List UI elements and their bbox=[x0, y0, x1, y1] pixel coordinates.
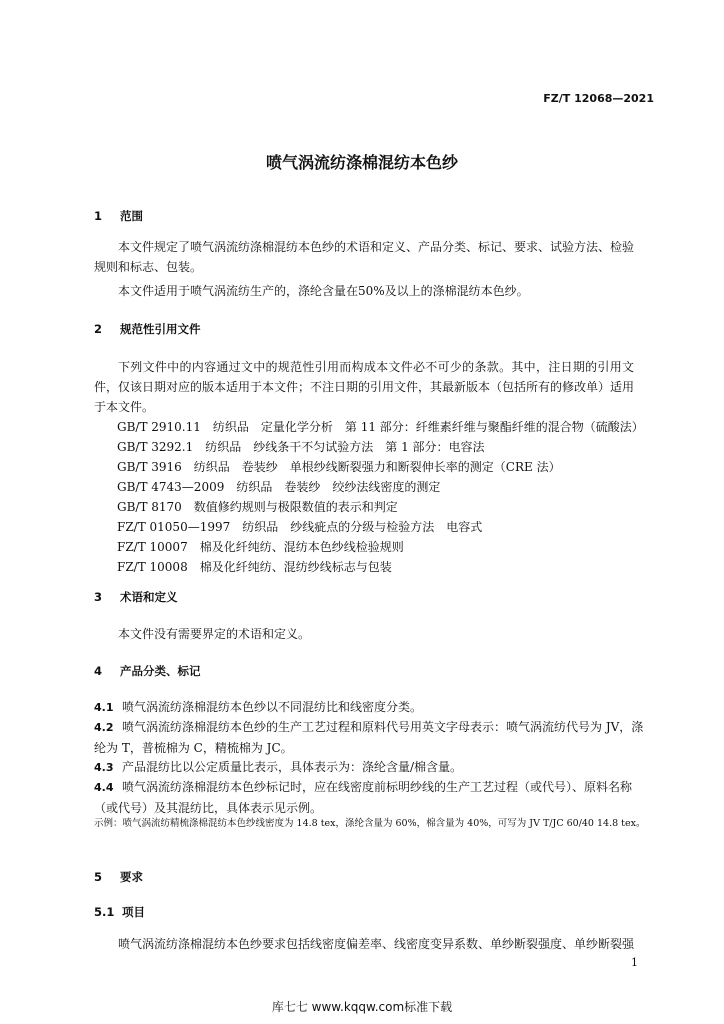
section-2-paragraph-1: 下列文件中的内容通过文中的规范性引用而构成本文件必不可少的条款。其中，注日期的引用文件，仅该日期对应的版本适用于本文件；不注日期的引用文件，其最新版本（包括所有的修改单）适用于本文件。 bbox=[94, 360, 635, 414]
reference-item: GB/T 3916 纺织品 卷装纱 单根纱线断裂强力和断裂伸长率的测定（CRE 法） bbox=[117, 460, 561, 474]
section-1-paragraph-1: 本文件规定了喷气涡流纺涤棉混纺本色纱的术语和定义、产品分类、标记、要求、试验方法、检验规则和标志、包装。 bbox=[94, 240, 635, 274]
clause-number: 4.3 bbox=[94, 761, 114, 774]
clause-4-3 bbox=[94, 757, 654, 778]
clause-5-1-heading bbox=[94, 904, 145, 920]
section-number: 2 bbox=[94, 322, 103, 336]
reference-item: FZ/T 10007 棉及化纤纯纺、混纺本色纱线检验规则 bbox=[117, 540, 404, 554]
section-title: 范围 bbox=[120, 209, 143, 223]
clause-text: 喷气涡流纺涤棉混纺本色纱标记时，应在线密度前标明纱线的生产工艺过程（或代号）、原料名称（或代号）及其混纺比，具体表示见示例。 bbox=[94, 780, 633, 815]
clause-number: 4.4 bbox=[94, 781, 114, 794]
clause-number: 4.1 bbox=[94, 701, 114, 714]
reference-item: FZ/T 01050—1997 纺织品 纱线疵点的分级与检验方法 电容式 bbox=[117, 520, 483, 534]
clause-4-4 bbox=[94, 777, 654, 818]
section-5-heading bbox=[94, 869, 143, 885]
clause-number: 4.2 bbox=[94, 721, 114, 734]
reference-item: FZ/T 10008 棉及化纤纯纺、混纺纱线标志与包装 bbox=[117, 560, 392, 574]
reference-item: GB/T 3292.1 纺织品 纱线条干不匀试验方法 第 1 部分：电容法 bbox=[117, 440, 485, 454]
section-number: 3 bbox=[94, 590, 103, 604]
download-footer: 库七七 www.kqqw.com标准下载 bbox=[271, 1000, 453, 1014]
section-title: 术语和定义 bbox=[120, 590, 178, 604]
page-number: 1 bbox=[631, 956, 638, 969]
example-note: 示例：喷气涡流纺精梳涤棉混纺本色纱线密度为 14.8 tex，涤纶含量为 60%，棉含量为 40%，可写为 JV T/JC 60/40 14.8 tex。 bbox=[94, 818, 646, 829]
reference-item: GB/T 2910.11 纺织品 定量化学分析 第 11 部分：纤维素纤维与聚酯纤维的混合物（硫酸法） bbox=[117, 420, 644, 434]
clause-title: 项目 bbox=[122, 905, 145, 919]
clause-text: 产品混纺比以公定质量比表示，具体表示为：涤纶含量/棉含量。 bbox=[122, 760, 463, 774]
clause-4-1 bbox=[94, 697, 654, 718]
standard-number: FZ/T 12068—2021 bbox=[543, 92, 654, 105]
section-4-heading bbox=[94, 663, 201, 679]
section-3-heading bbox=[94, 589, 178, 605]
section-1-paragraph-2: 本文件适用于喷气涡流纺生产的，涤纶含量在50%及以上的涤棉混纺本色纱。 bbox=[118, 284, 529, 298]
section-2-heading bbox=[94, 321, 201, 337]
document-title: 喷气涡流纺涤棉混纺本色纱 bbox=[265, 153, 458, 172]
section-number: 4 bbox=[94, 664, 103, 678]
section-1-heading bbox=[94, 208, 143, 224]
clause-text: 喷气涡流纺涤棉混纺本色纱的生产工艺过程和原料代号用英文字母表示：喷气涡流纺代号为 JV，涤纶为 T，普梳棉为 C，精梳棉为 JC。 bbox=[94, 720, 644, 755]
reference-item: GB/T 4743—2009 纺织品 卷装纱 绞纱法线密度的测定 bbox=[117, 480, 441, 494]
section-number: 5 bbox=[94, 870, 103, 884]
section-3-paragraph-1: 本文件没有需要界定的术语和定义。 bbox=[118, 627, 311, 641]
section-5-paragraph-1: 喷气涡流纺涤棉混纺本色纱要求包括线密度偏差率、线密度变异系数、单纱断裂强度、单纱断裂强 bbox=[118, 937, 635, 951]
section-number: 1 bbox=[94, 209, 103, 223]
clause-text: 喷气涡流纺涤棉混纺本色纱以不同混纺比和线密度分类。 bbox=[122, 700, 423, 714]
clause-4-2 bbox=[94, 717, 654, 758]
reference-item: GB/T 8170 数值修约规则与极限数值的表示和判定 bbox=[117, 500, 398, 514]
clause-number: 5.1 bbox=[94, 905, 115, 919]
section-title: 要求 bbox=[120, 870, 143, 884]
section-title: 规范性引用文件 bbox=[120, 322, 201, 336]
section-title: 产品分类、标记 bbox=[120, 664, 201, 678]
